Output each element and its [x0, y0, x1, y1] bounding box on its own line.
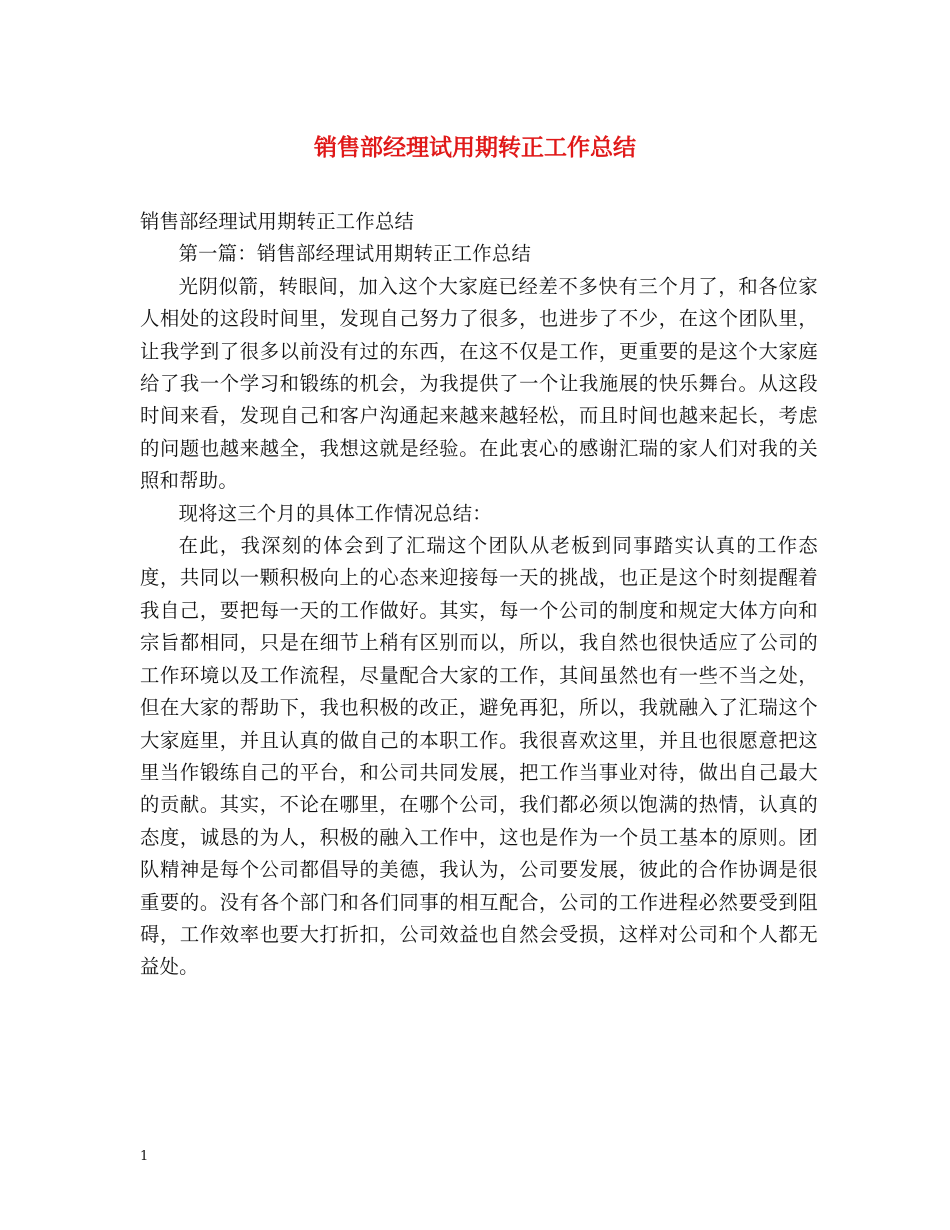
paragraph-subtitle: 销售部经理试用期转正工作总结: [140, 210, 415, 233]
paragraph-main-body: 在此，我深刻的体会到了汇瑞这个团队从老板到同事踏实认真的工作态度，共同以一颗积极向上的心态来迎接每一天的挑战，也正是这个时刻提醒着我自己，要把每一天的工作做好。其实，每一个公司的制度和规定大体方向和宗旨都相同，只是在细节上稍有区别而以，所以，我自然也很快适应了公司的工作环境以及工作流程，尽量配合大家的工作，其间虽然也有一些不当之处，但在大家的帮助下，我也积极的改正，避免再犯，所以，我就融入了汇瑞这个大家庭里，并且认真的做自己的本职工作。我很喜欢这里，并且也很愿意把这里当作锻练自己的平台，和公司共同发展，把工作当事业对待，做出自己最大的贡献。其实，不论在哪里，在哪个公司，我们都必须以饱满的热情，认真的态度，诚恳的为人，积极的融入工作中，这也是作为一个员工基本的原则。团队精神是每个公司都倡导的美德，我认为，公司要发展，彼此的合作协调是很重要的。没有各个部门和各们同事的相互配合，公司的工作进程必然要受到阻碍，工作效率也要大打折扣，公司效益也自然会受损，这样对公司和个人都无益处。: [140, 534, 818, 979]
document-title: 销售部经理试用期转正工作总结: [314, 135, 636, 161]
paragraph-section-heading: 第一篇：销售部经理试用期转正工作总结: [178, 242, 532, 266]
paragraph-summary-lead: 现将这三个月的具体工作情况总结：: [178, 501, 492, 525]
document-body: [140, 206, 818, 984]
paragraph-intro: 光阴似箭，转眼间，加入这个大家庭已经差不多快有三个月了，和各位家人相处的这段时间里，发现自己努力了很多，也进步了不少，在这个团队里，让我学到了很多以前没有过的东西，在这不仅是工作，更重要的是这个大家庭给了我一个学习和锻练的机会，为我提供了一个让我施展的快乐舞台。从这段时间来看，发现自己和客户沟通起来越来越轻松，而且时间也越来起长，考虑的问题也越来越全，我想这就是经验。在此衷心的感谢汇瑞的家人们对我的关照和帮助。: [140, 274, 818, 493]
page-number: 1: [140, 1149, 149, 1164]
